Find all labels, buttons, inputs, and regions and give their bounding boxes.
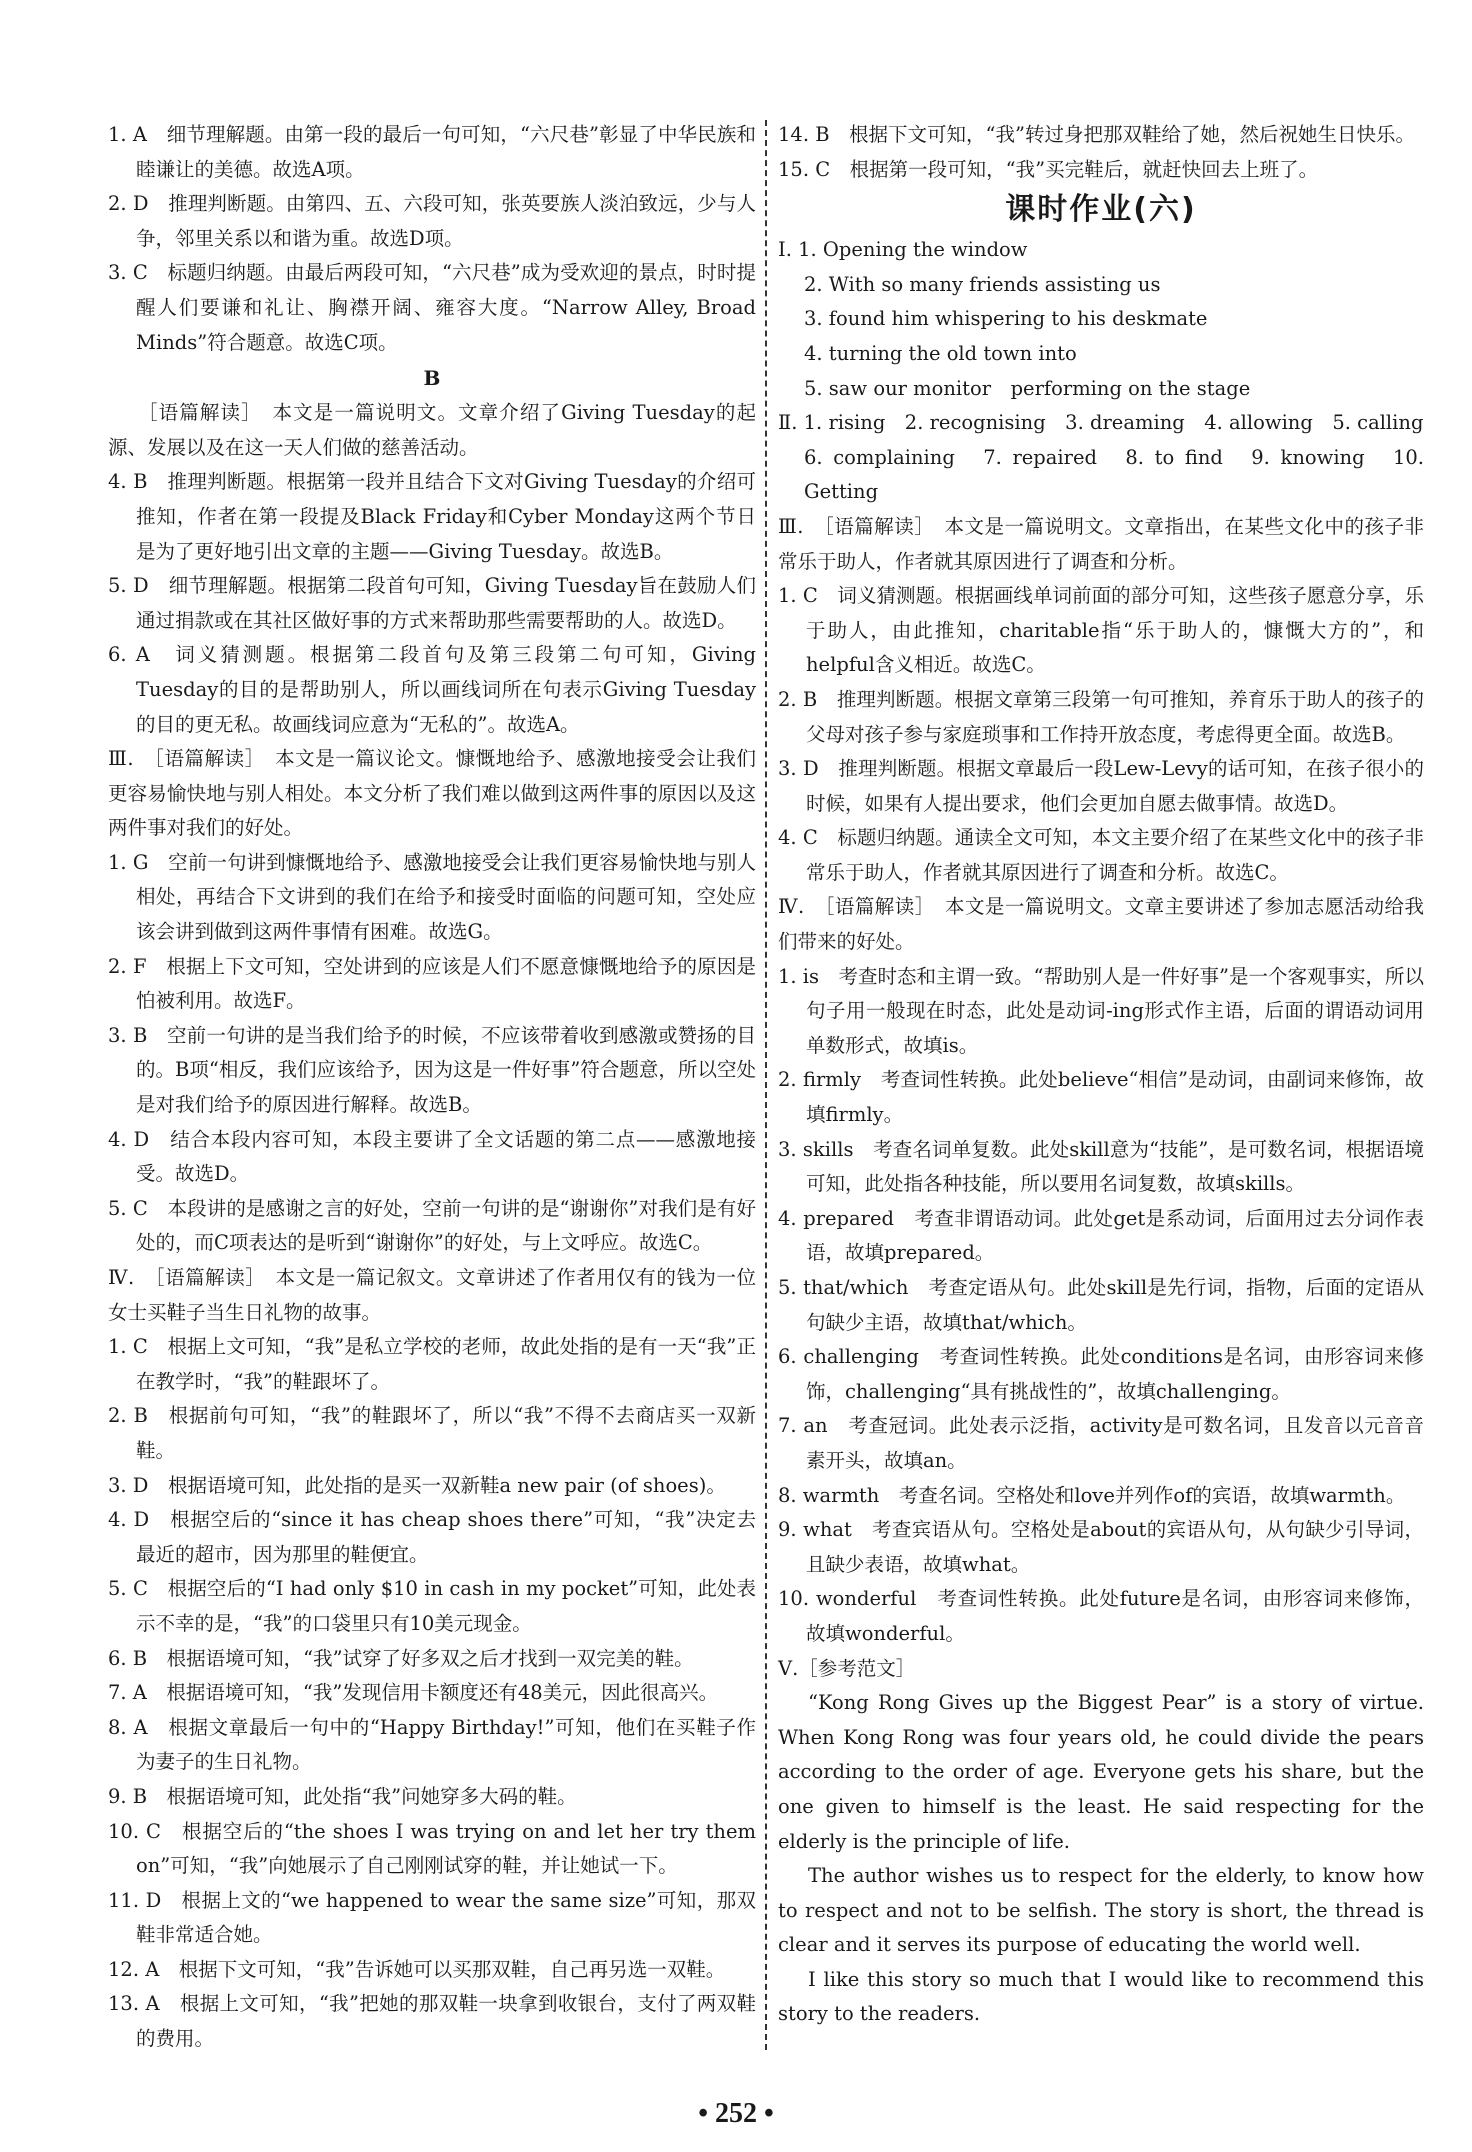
answer-paragraph: 10. C 根据空后的“the shoes I was trying on and let her try them on”可知，“我”向她展示了自己刚刚试穿的鞋，并让她试一下。 (108, 1819, 756, 1878)
answer-paragraph: 9. B 根据语境可知，此处指“我”问她穿多大码的鞋。 (108, 1784, 577, 1808)
answer-paragraph: 13. A 根据上文可知，“我”把她的那双鞋一块拿到收银台，支付了两双鞋的费用。 (108, 1992, 756, 2051)
page-number: • 252 • (698, 2098, 774, 2129)
answer-paragraph: 8. warmth 考查名词。空格处和love并列作of的宾语，故填warmth。 (778, 1483, 1406, 1507)
answer-paragraph: ［语篇解读］ 本文是一篇说明文。文章介绍了Giving Tuesday的起源、发展以及在这一天人们做的慈善活动。 (108, 401, 756, 459)
answer-paragraph: 4. turning the old town into (804, 341, 1077, 365)
answer-paragraph: 3. D 推理判断题。根据文章最后一段Lew-Levy的话可知，在孩子很小的时候，如果有人提出要求，他们会更加自愿去做事情。故选D。 (778, 757, 1424, 815)
answer-paragraph: 5. D 细节理解题。根据第二段首句可知，Giving Tuesday旨在鼓励人们通过捐款或在其社区做好事的方式来帮助那些需要帮助的人。故选D。 (108, 574, 756, 632)
answer-paragraph: 5. C 本段讲的是感谢之言的好处，空前一句讲的是“谢谢你”对我们是有好处的，而C项表达的是听到“谢谢你”的好处，与上文呼应。故选C。 (108, 1196, 756, 1255)
answer-paragraph: Ⅳ. ［语篇解读］ 本文是一篇说明文。文章主要讲述了参加志愿活动给我们带来的好处。 (778, 895, 1424, 954)
answer-paragraph: Ⅱ. 1. rising 2. recognising 3. dreaming 4. allowing 5. calling (778, 411, 1424, 435)
answer-paragraph: 1. C 词义猜测题。根据画线单词前面的部分可知，这些孩子愿意分享，乐于助人，由此推知，charitable指“乐于助人的，慷慨大方的”，和helpful含义相近。故选C。 (778, 584, 1424, 677)
answer-paragraph: 6. A 词义猜测题。根据第二段首句及第三段第二句可知，Giving Tuesday的目的是帮助别人，所以画线词所在句表示Giving Tuesday的目的更无私。故画线词应意为“无私的”。故选A。 (108, 643, 756, 736)
answer-paragraph: Ⅳ. ［语篇解读］ 本文是一篇记叙文。文章讲述了作者用仅有的钱为一位女士买鞋子当生日礼物的故事。 (108, 1266, 756, 1324)
answer-paragraph: 8. A 根据文章最后一句中的“Happy Birthday!”可知，他们在买鞋子作为妻子的生日礼物。 (108, 1715, 756, 1774)
answer-paragraph: 1. is 考查时态和主谓一致。“帮助别人是一件好事”是一个客观事实，所以句子用一般现在时态，此处是动词-ing形式作主语，后面的谓语动词用单数形式，故填is。 (778, 964, 1424, 1057)
answer-paragraph: 3. C 标题归纳题。由最后两段可知，“六尺巷”成为受欢迎的景点，时时提醒人们要谦和礼让、胸襟开阔、雍容大度。“Narrow Alley, Broad Minds”符合题意。故选C项。 (108, 261, 756, 354)
left-column (108, 118, 756, 2057)
answer-paragraph: 4. C 标题归纳题。通读全文可知，本文主要介绍了在某些文化中的孩子非常乐于助人，作者就其原因进行了调查和分析。故选C。 (778, 826, 1424, 884)
answer-paragraph: 2. B 推理判断题。根据文章第三段第一句可推知，养育乐于助人的孩子的父母对孩子参与家庭琐事和工作持开放态度，考虑得更全面。故选B。 (778, 687, 1424, 746)
answer-paragraph: 3. B 空前一句讲的是当我们给予的时候，不应该带着收到感激或赞扬的目的。B项“相反，我们应该给予，因为这是一件好事”符合题意，所以空处是对我们给予的原因进行解释。故选B。 (108, 1023, 756, 1117)
answer-paragraph: 10. wonderful 考查词性转换。此处future是名词，由形容词来修饰，故填wonderful。 (778, 1587, 1424, 1645)
answer-paragraph: 6. complaining 7. repaired 8. to find 9. knowing 10. Getting (804, 445, 1424, 504)
answer-paragraph: 1. A 细节理解题。由第一段的最后一句可知，“六尺巷”彰显了中华民族和睦谦让的美德。故选A项。 (108, 123, 756, 181)
answer-paragraph: 3. skills 考查名词单复数。此处skill意为“技能”，是可数名词，根据语境可知，此处指各种技能，所以要用名词复数，故填skills。 (778, 1137, 1424, 1196)
answer-paragraph: Ⅰ. 1. Opening the window (778, 238, 1028, 262)
answer-paragraph: 7. A 根据语境可知，“我”发现信用卡额度还有48美元，因此很高兴。 (108, 1681, 719, 1705)
answer-paragraph: 1. C 根据上文可知，“我”是私立学校的老师，故此处指的是有一天“我”正在教学时，“我”的鞋跟坏了。 (108, 1335, 756, 1393)
answer-paragraph: Ⅲ. ［语篇解读］ 本文是一篇议论文。慷慨地给予、感激地接受会让我们更容易愉快地与别人相处。本文分析了我们难以做到这两件事的原因以及这两件事对我们的好处。 (108, 747, 756, 840)
answer-paragraph: Ⅲ. ［语篇解读］ 本文是一篇说明文。文章指出，在某些文化中的孩子非常乐于助人，作者就其原因进行了调查和分析。 (778, 514, 1424, 573)
answer-paragraph: 2. With so many friends assisting us (804, 272, 1161, 296)
answer-paragraph: 2. D 推理判断题。由第四、五、六段可知，张英要族人淡泊致远，少与人争，邻里关系以和谐为重。故选D项。 (108, 192, 756, 250)
answer-paragraph: 11. D 根据上文的“we happened to wear the same size”可知，那双鞋非常适合她。 (108, 1888, 756, 1947)
right-column (778, 118, 1424, 2032)
section-heading: 课时作业(六) (1005, 192, 1197, 228)
answer-paragraph: 7. an 考查冠词。此处表示泛指，activity是可数名词，且发音以元音音素开头，故填an。 (778, 1414, 1424, 1472)
answer-paragraph: 5. C 根据空后的“I had only $10 in cash in my pocket”可知，此处表示不幸的是，“我”的口袋里只有10美元现金。 (108, 1577, 756, 1635)
answer-paragraph: 6. challenging 考查词性转换。此处conditions是名词，由形容词来修饰，challenging“具有挑战性的”，故填challenging。 (778, 1345, 1424, 1403)
answer-paragraph: 2. F 根据上下文可知，空处讲到的应该是人们不愿意慷慨地给予的原因是怕被利用。故选F。 (108, 954, 756, 1013)
answer-paragraph: The author wishes us to respect for the elderly, to know how to respect and not to be selfish. The story is short, the thread is clear and it serves its purpose of educating the world well. (778, 1864, 1424, 1957)
answer-paragraph: 4. D 根据空后的“since it has cheap shoes there”可知，“我”决定去最近的超市，因为那里的鞋便宜。 (108, 1508, 756, 1566)
answer-paragraph: 9. what 考查宾语从句。空格处是about的宾语从句，从句缺少引导词，且缺少表语，故填what。 (778, 1518, 1424, 1576)
answer-paragraph: 14. B 根据下文可知，“我”转过身把那双鞋给了她，然后祝她生日快乐。 (778, 123, 1415, 146)
column-divider (765, 120, 767, 2050)
part-label: B (423, 366, 441, 391)
answer-paragraph: 3. D 根据语境可知，此处指的是买一双新鞋a new pair (of shoes)。 (108, 1473, 726, 1497)
answer-paragraph: 12. A 根据下文可知，“我”告诉她可以买那双鞋，自己再另选一双鞋。 (108, 1957, 726, 1981)
answer-paragraph: 2. B 根据前句可知，“我”的鞋跟坏了，所以“我”不得不去商店买一双新鞋。 (108, 1404, 756, 1462)
answer-paragraph: 2. firmly 考查词性转换。此处believe“相信”是动词，由副词来修饰，故填firmly。 (778, 1068, 1424, 1127)
answer-paragraph: 6. B 根据语境可知，“我”试穿了好多双之后才找到一双完美的鞋。 (108, 1646, 694, 1670)
answer-paragraph: 5. that/which 考查定语从句。此处skill是先行词，指物，后面的定语从句缺少主语，故填that/which。 (778, 1276, 1424, 1334)
answer-paragraph: “Kong Rong Gives up the Biggest Pear” is a story of virtue. When Kong Rong was four years old, he could divide the pears according to the order of age. Everyone gets his share, but the one given to himself is the least. He said respecting for the elderly is the principle of life. (778, 1691, 1424, 1853)
answer-paragraph: 4. prepared 考查非谓语动词。此处get是系动词，后面用过去分词作表语，故填prepared。 (778, 1206, 1424, 1265)
answer-paragraph: 3. found him whispering to his deskmate (804, 307, 1208, 331)
answer-paragraph: 4. D 结合本段内容可知，本段主要讲了全文话题的第二点——感激地接受。故选D。 (108, 1127, 756, 1186)
answer-paragraph: Ⅴ.［参考范文］ (778, 1656, 916, 1680)
answer-paragraph: 15. C 根据第一段可知，“我”买完鞋后，就赶快回去上班了。 (778, 157, 1319, 181)
answer-paragraph: 4. B 推理判断题。根据第一段并且结合下文对Giving Tuesday的介绍可推知，作者在第一段提及Black Friday和Cyber Monday这两个节日是为了更好地引出文章的主题——Giving Tuesday。故选B。 (108, 470, 756, 563)
answer-paragraph: 5. saw our monitor performing on the stage (804, 376, 1251, 400)
answer-paragraph: 1. G 空前一句讲到慷慨地给予、感激地接受会让我们更容易愉快地与别人相处，再结合下文讲到的我们在给予和接受时面临的问题可知，空处应该会讲到做到这两件事情有困难。故选G。 (108, 850, 756, 944)
answer-paragraph: I like this story so much that I would like to recommend this story to the readers. (778, 1967, 1424, 2026)
